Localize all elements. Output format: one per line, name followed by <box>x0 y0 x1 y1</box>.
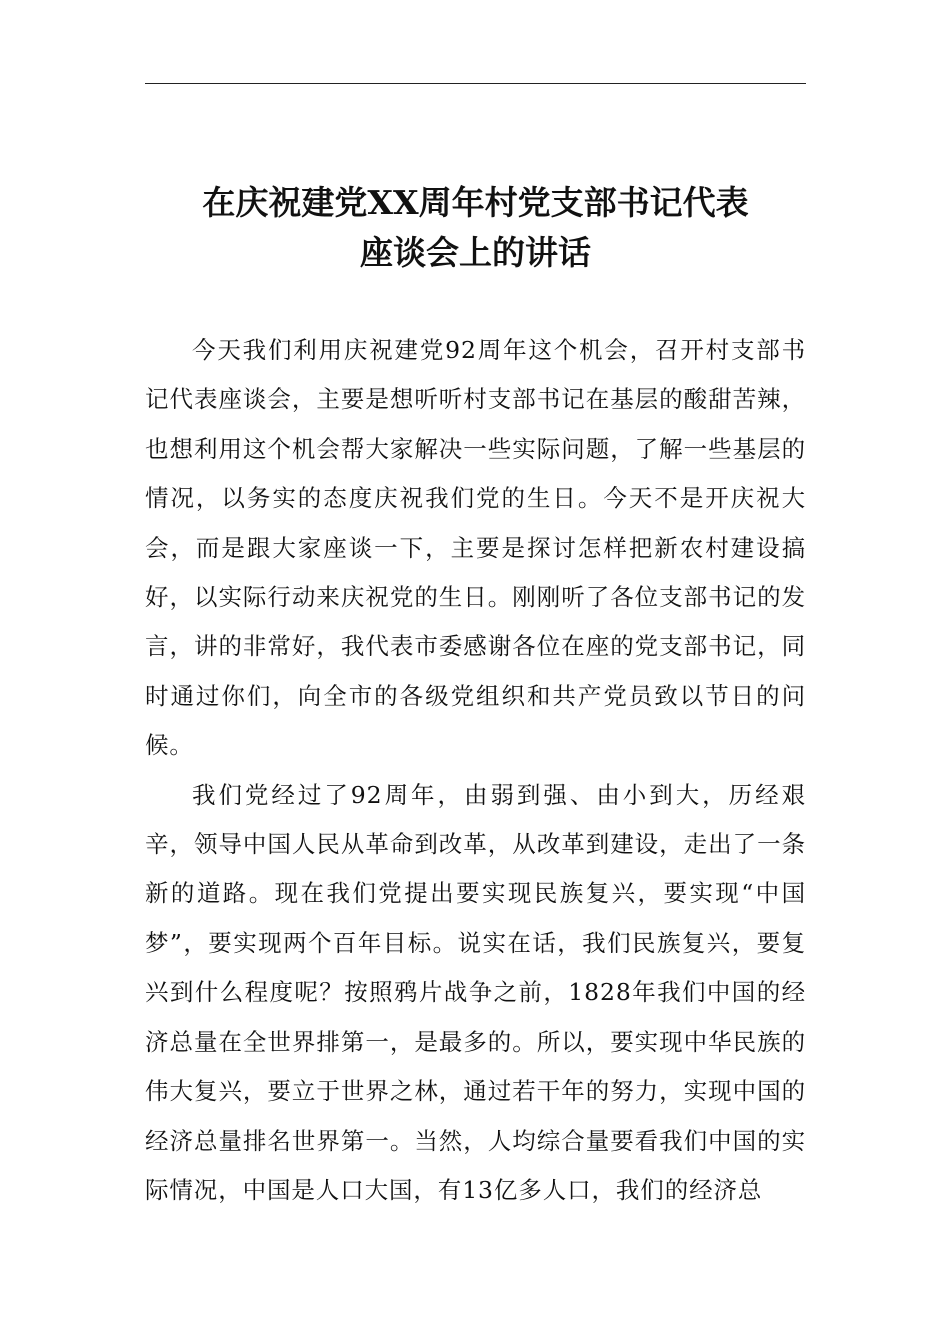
header-rule <box>145 83 806 84</box>
document-title <box>145 178 806 278</box>
paragraph-1: 今天我们利用庆祝建党92周年这个机会，召开村支部书记代表座谈会，主要是想听听村支部书记在基层的酸甜苦辣，也想利用这个机会帮大家解决一些实际问题，了解一些基层的情况，以务实的态度庆祝我们党的生日。今天不是开庆祝大会，而是跟大家座谈一下，主要是探讨怎样把新农村建设搞好，以实际行动来庆祝党的生日。刚刚听了各位支部书记的发言，讲的非常好，我代表市委感谢各位在座的党支部书记，同时通过你们，向全市的各级党组织和共产党员致以节日的问候。 <box>145 336 806 760</box>
title-line-1: 在庆祝建党XX周年村党支部书记代表 <box>202 183 749 222</box>
paragraph-2: 我们党经过了92周年，由弱到强、由小到大，历经艰辛，领导中国人民从革命到改革，从改革到建设，走出了一条新的道路。现在我们党提出要实现民族复兴，要实现“中国梦”，要实现两个百年目标。说实在话，我们民族复兴，要复兴到什么程度呢？按照鸦片战争之前，1828年我们中国的经济总量在全世界排第一，是最多的。所以，要实现中华民族的伟大复兴，要立于世界之林，通过若干年的努力，实现中国的经济总量排名世界第一。当然，人均综合量要看我们中国的实际情况，中国是人口大国，有13亿多人口，我们的经济总 <box>145 780 806 1204</box>
title-line-2: 座谈会上的讲话 <box>360 233 591 272</box>
document-body <box>145 326 806 1215</box>
